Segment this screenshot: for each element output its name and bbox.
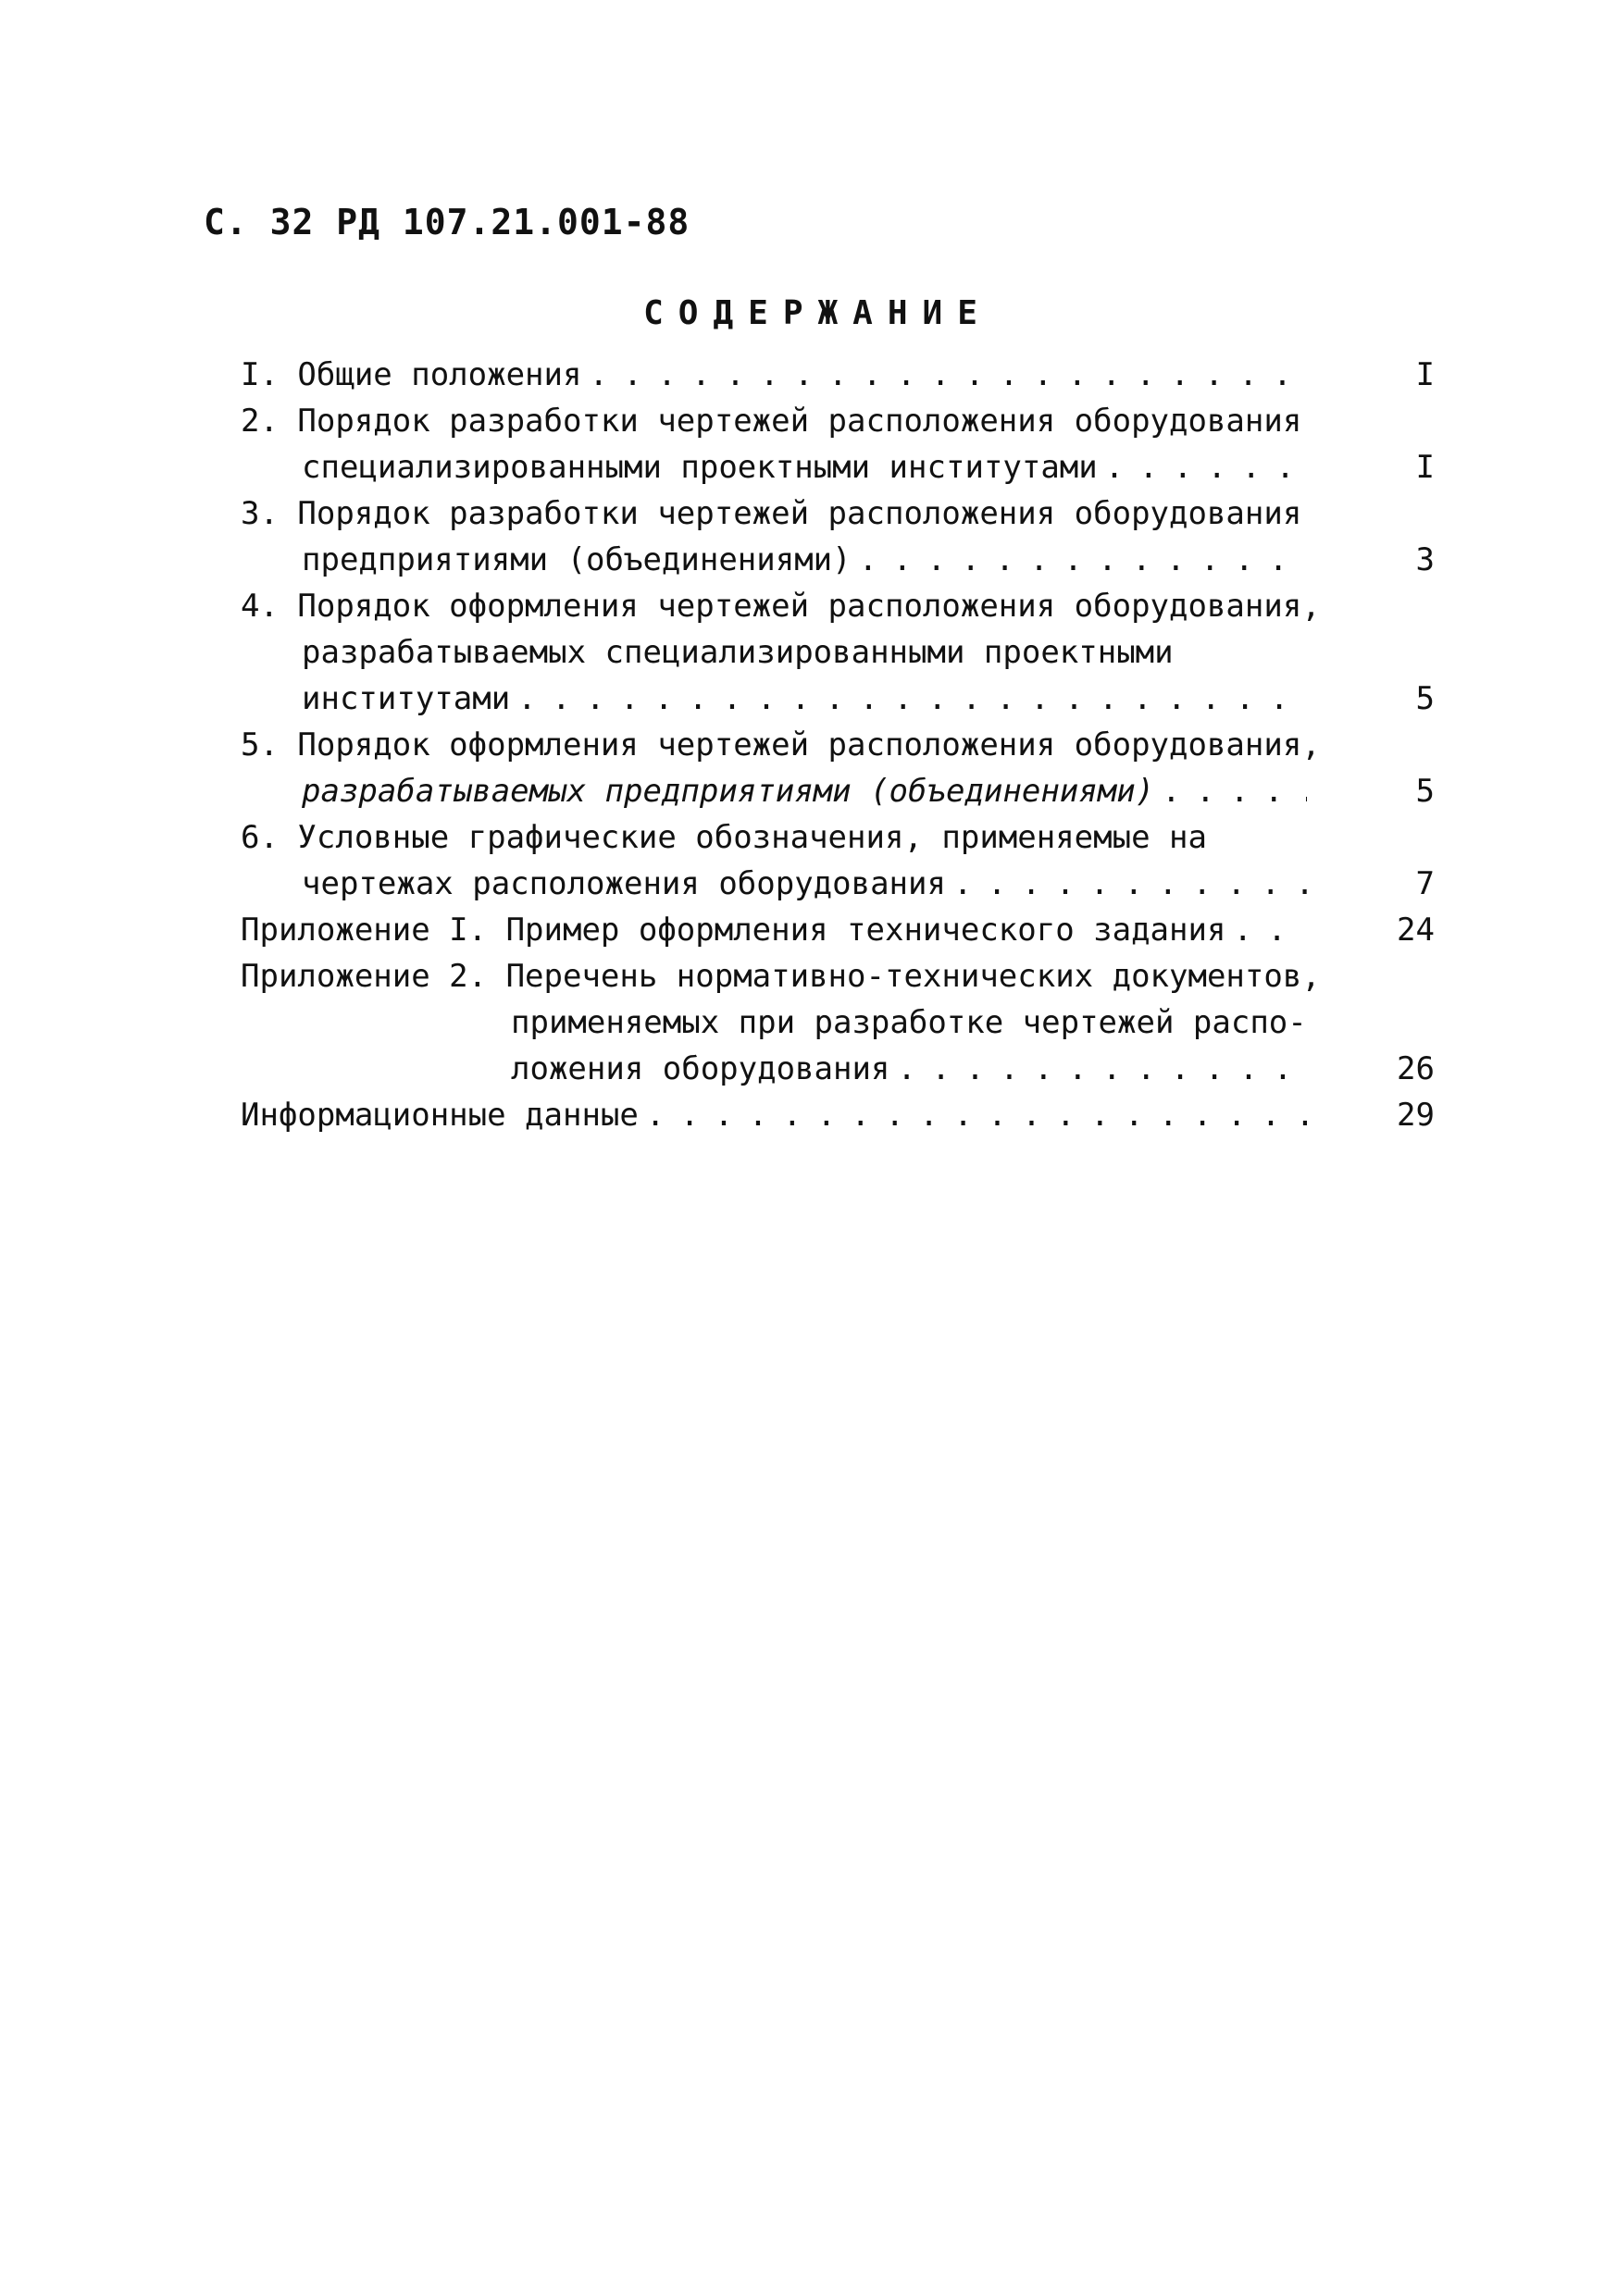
toc-entry-text: разрабатываемых предприятиями (объединениями) [302, 773, 1155, 810]
leader-dots [1162, 768, 1307, 814]
toc-page-number: 5 [1415, 680, 1435, 717]
toc-entry-4-line-3 [241, 676, 1435, 722]
toc-entry-text: I. Общие положения [241, 356, 582, 393]
toc-entry-1 [241, 352, 1435, 398]
leader-dots [897, 1046, 1307, 1092]
toc-entry-5-line-1 [241, 722, 1435, 768]
toc-entry-text: Информационные данные [241, 1097, 639, 1134]
toc-info-data [241, 1092, 1435, 1138]
toc-entry-text: ложения оборудования [511, 1050, 890, 1087]
toc-entry-3-line-1 [241, 490, 1435, 537]
toc-entry-text: 6. Условные графические обозначения, применяемые на [241, 819, 1207, 856]
toc-entry-4-line-2 [241, 629, 1435, 676]
toc-entry-text: применяемых при разработке чертежей распо- [511, 1004, 1307, 1041]
leader-dots [517, 676, 1307, 722]
toc-entry-text: 4. Порядок оформления чертежей расположения оборудования, [241, 588, 1321, 625]
leader-dots [646, 1092, 1307, 1138]
toc-appendix-2-line-1 [241, 953, 1435, 999]
toc-appendix-2-line-3 [241, 1046, 1435, 1092]
leader-dots [1105, 444, 1307, 490]
toc-page-number: 24 [1397, 912, 1435, 949]
toc-entry-text: 2. Порядок разработки чертежей расположения оборудования [241, 403, 1302, 440]
leader-dots [859, 537, 1307, 583]
toc-entry-3-line-2 [241, 537, 1435, 583]
toc-entry-text: разрабатываемых специализированными проектными [302, 634, 1174, 671]
toc-entry-2-line-2 [241, 444, 1435, 490]
leader-dots [589, 352, 1307, 398]
table-of-contents [241, 352, 1435, 1138]
toc-page-number: I [1415, 356, 1435, 393]
leader-dots [1233, 907, 1307, 953]
toc-page-number: 7 [1415, 865, 1435, 902]
toc-page-number: I [1415, 449, 1435, 486]
toc-page-number: 29 [1397, 1097, 1435, 1134]
toc-entry-text: институтами [302, 680, 511, 717]
toc-entry-text: Приложение 2. Перечень нормативно-технических документов, [241, 958, 1321, 995]
toc-page-number: 3 [1415, 541, 1435, 578]
toc-appendix-1 [241, 907, 1435, 953]
toc-entry-text: чертежах расположения оборудования [302, 865, 946, 902]
toc-page-number: 26 [1397, 1050, 1435, 1087]
toc-entry-text: специализированными проектными институтами [302, 449, 1098, 486]
page-header: С. 32 РД 107.21.001-88 [204, 202, 690, 242]
toc-entry-text: предприятиями (объединениями) [302, 541, 852, 578]
toc-entry-4-line-1 [241, 583, 1435, 629]
toc-entry-6-line-2 [241, 861, 1435, 907]
toc-entry-5-line-2 [241, 768, 1435, 814]
toc-entry-6-line-1 [241, 814, 1435, 861]
toc-entry-text: Приложение I. Пример оформления технического задания [241, 912, 1226, 949]
toc-entry-text: 3. Порядок разработки чертежей расположения оборудования [241, 495, 1302, 532]
toc-appendix-2-line-2 [241, 999, 1435, 1046]
toc-entry-2-line-1 [241, 398, 1435, 444]
leader-dots [953, 861, 1307, 907]
toc-entry-text: 5. Порядок оформления чертежей расположения оборудования, [241, 726, 1321, 763]
contents-title: СОДЕРЖАНИЕ [643, 294, 992, 332]
toc-page-number: 5 [1415, 773, 1435, 810]
